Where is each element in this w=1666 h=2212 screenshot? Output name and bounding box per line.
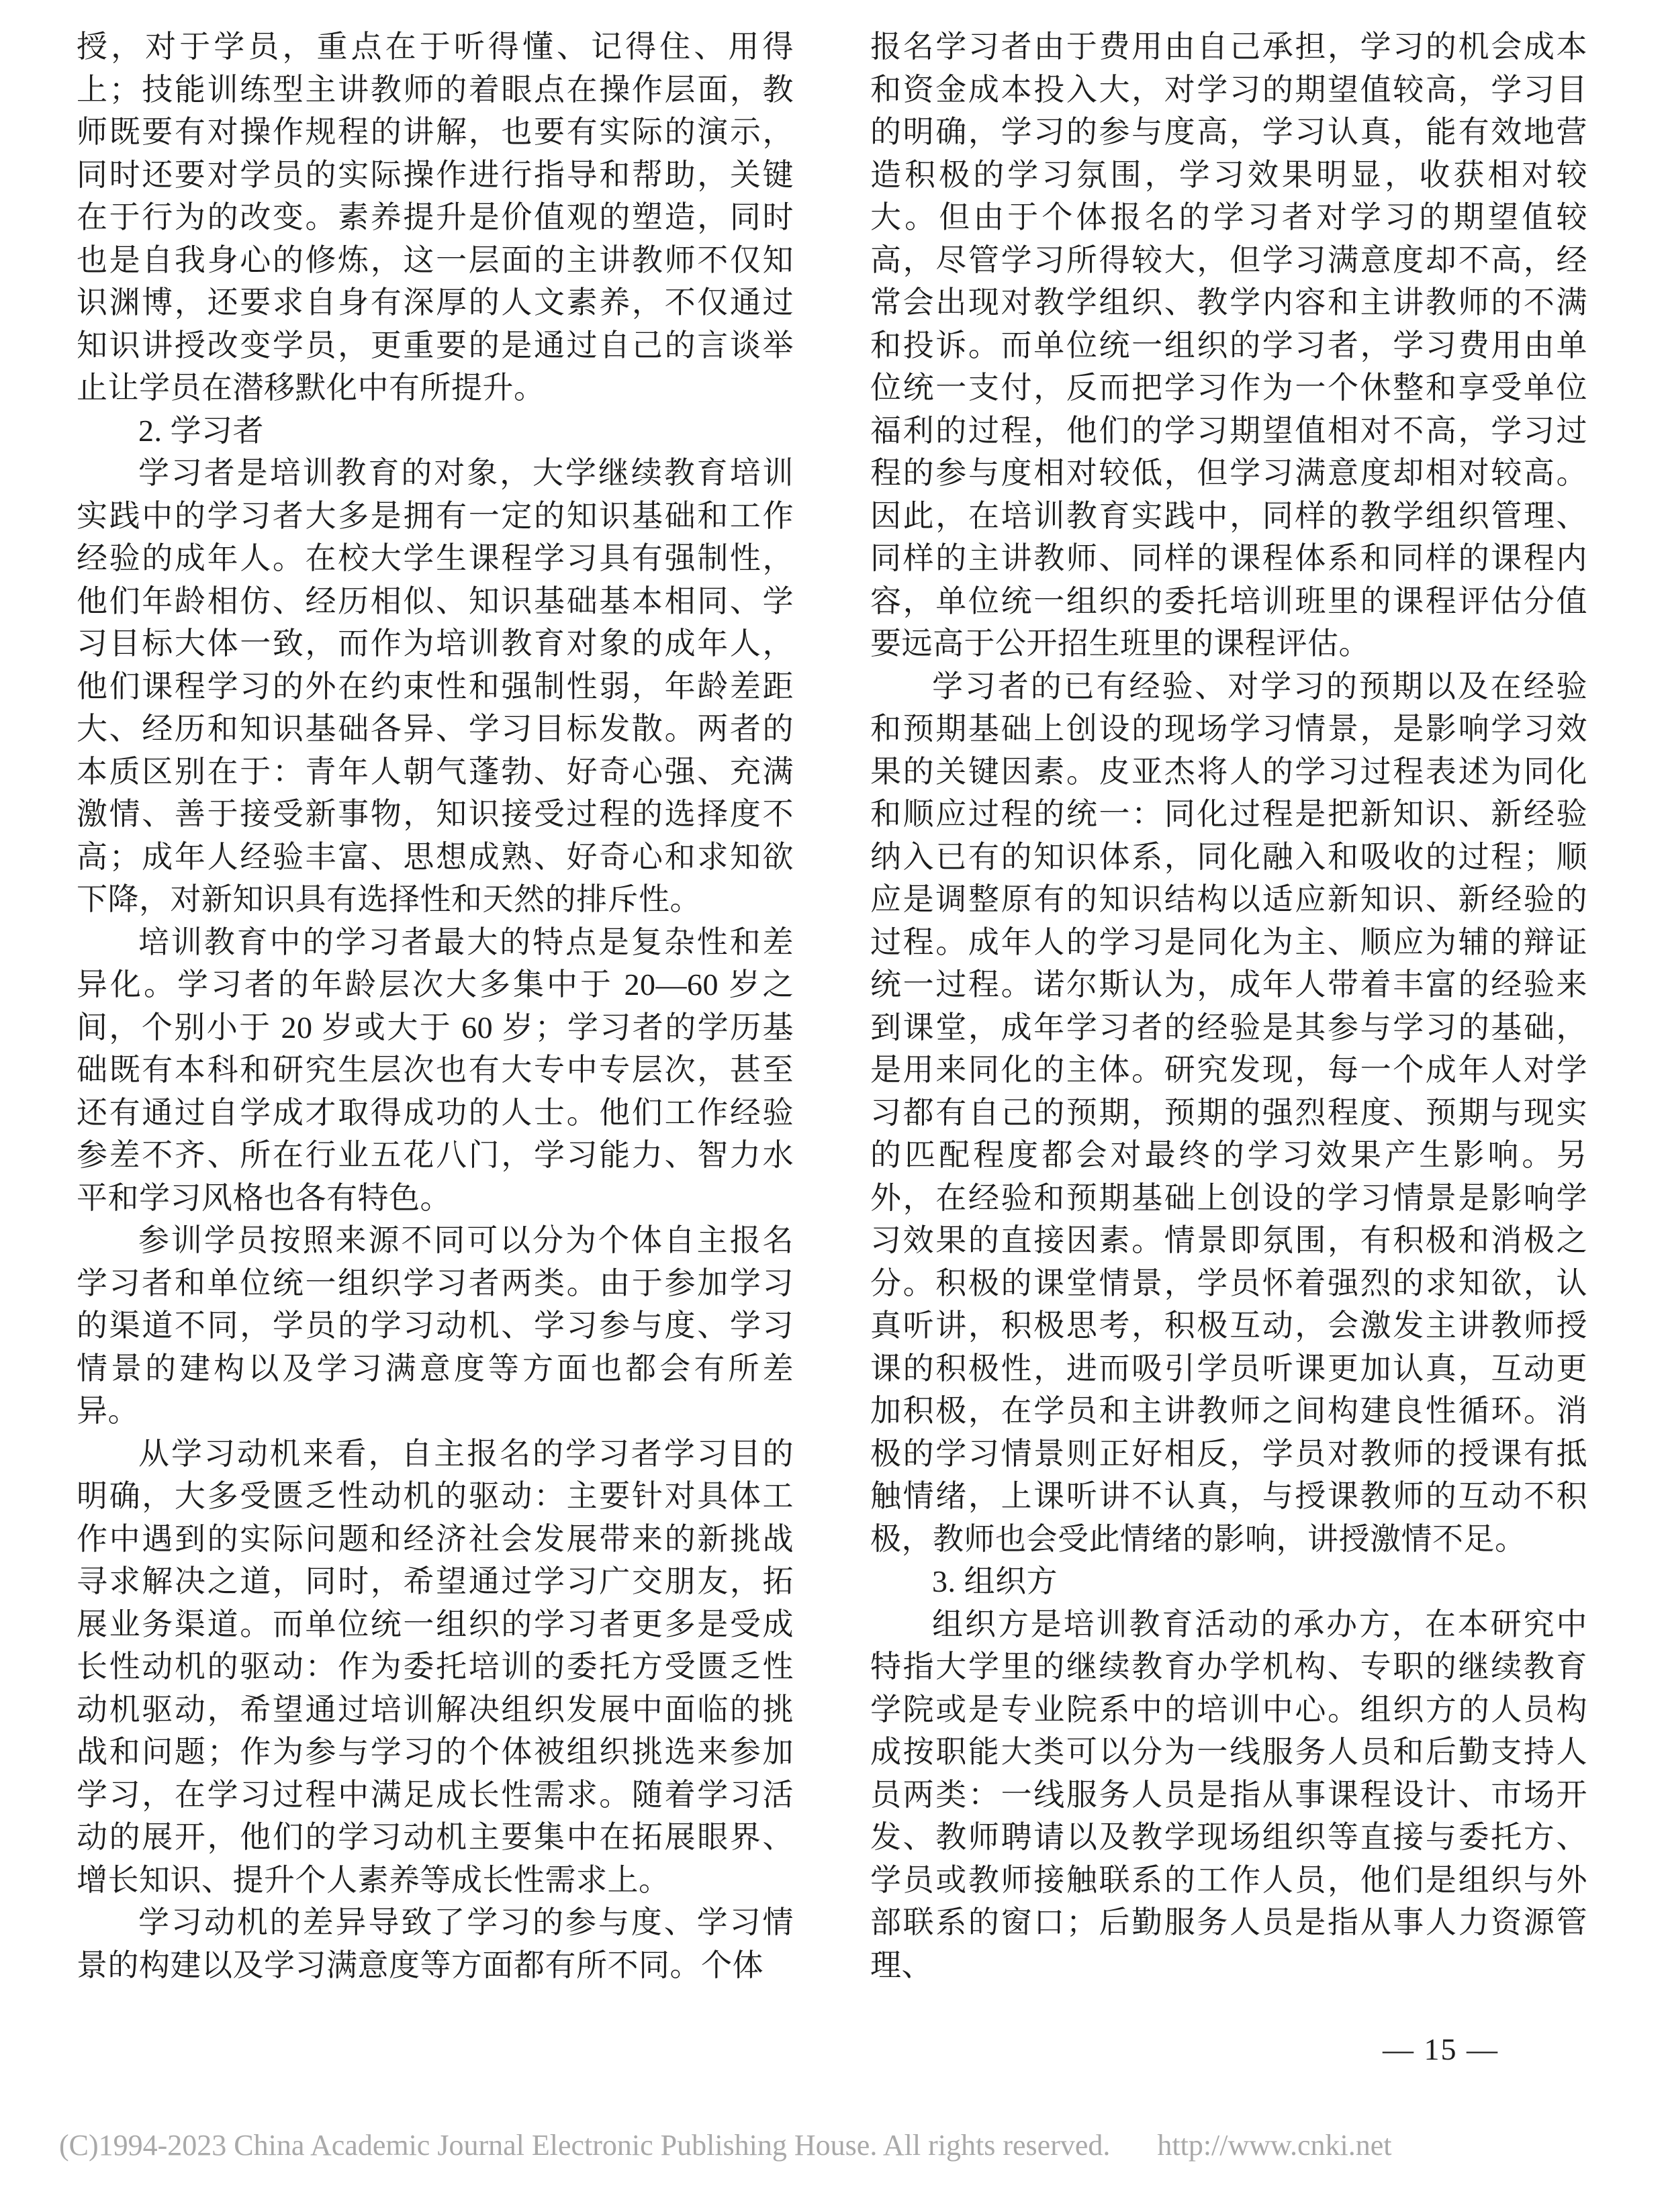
right-column <box>870 26 1587 1986</box>
section-heading-learner: 2. 学习者 <box>138 413 264 448</box>
paragraph: 从学习动机来看，自主报名的学习者学习目的明确，大多受匮乏性动机的驱动：主要针对具体工作中遇到的实际问题和经济社会发展带来的新挑战寻求解决之道，同时，希望通过学习广交朋友，拓展业务渠道。而单位统一组织的学习者更多是受成长性动机的驱动：作为委托培训的委托方受匮乏性动机驱动，希望通过培训解决组织发展中面临的挑战和问题；作为参与学习的个体被组织挑选来参加学习，在学习过程中满足成长性需求。随着学习活动的展开，他们的学习动机主要集中在拓展眼界、增长知识、提升个人素养等成长性需求上。 <box>77 1436 794 1897</box>
footer <box>59 2128 1610 2162</box>
paragraph: 学习者是培训教育的对象，大学继续教育培训实践中的学习者大多是拥有一定的知识基础和工作经验的成年人。在校大学生课程学习具有强制性，他们年龄相仿、经历相似、知识基础基本相同、学习目标大体一致，而作为培训教育对象的成年人，他们课程学习的外在约束性和强制性弱，年龄差距大、经历和知识基础各异、学习目标发散。两者的本质区别在于：青年人朝气蓬勃、好奇心强、充满激情、善于接受新事物，知识接受过程的选择度不高；成年人经验丰富、思想成熟、好奇心和求知欲下降，对新知识具有选择性和天然的排斥性。 <box>77 456 794 916</box>
left-column <box>77 26 794 1986</box>
page-number: — 15 — <box>1383 2032 1499 2066</box>
paragraph-continuation: 授，对于学员，重点在于听得懂、记得住、用得上；技能训练型主讲教师的着眼点在操作层面，教师既要有对操作规程的讲解，也要有实际的演示，同时还要对学员的实际操作进行指导和帮助，关键在于行为的改变。素养提升是价值观的塑造，同时也是自我身心的修炼，这一层面的主讲教师不仅知识渊博，还要求自身有深厚的人文素养，不仅通过知识讲授改变学员，更重要的是通过自己的言谈举止让学员在潜移默化中有所提升。 <box>77 30 794 405</box>
paragraph-continuation: 报名学习者由于费用由自己承担，学习的机会成本和资金成本投入大，对学习的期望值较高，学习目的明确，学习的参与度高，学习认真，能有效地营造积极的学习氛围，学习效果明显，收获相对较大。但由于个体报名的学习者对学习的期望值较高，尽管学习所得较大，但学习满意度却不高，经常会出现对教学组织、教学内容和主讲教师的不满和投诉。而单位统一组织的学习者，学习费用由单位统一支付，反而把学习作为一个休整和享受单位福利的过程，他们的学习期望值相对不高，学习过程的参与度相对较低，但学习满意度却相对较高。因此，在培训教育实践中，同样的教学组织管理、同样的主讲教师、同样的课程体系和同样的课程内容，单位统一组织的委托培训班里的课程评估分值要远高于公开招生班里的课程评估。 <box>870 30 1587 661</box>
section-heading-organizer: 3. 组织方 <box>932 1564 1058 1598</box>
footer-url: http://www.cnki.net <box>1157 2129 1392 2162</box>
paragraph: 组织方是培训教育活动的承办方，在本研究中特指大学里的继续教育办学机构、专职的继续教育学院或是专业院系中的培训中心。组织方的人员构成按职能大类可以分为一线服务人员和后勤支持人员两类：一线服务人员是指从事课程设计、市场开发、教师聘请以及教学现场组织等直接与委托方、学员或教师接触联系的工作人员，他们是组织与外部联系的窗口；后勤服务人员是指从事人力资源管理、 <box>870 1606 1587 1982</box>
footer-copyright: (C)1994-2023 China Academic Journal Electronic Publishing House. All rights reserved. <box>59 2129 1111 2162</box>
paragraph: 参训学员按照来源不同可以分为个体自主报名学习者和单位统一组织学习者两类。由于参加学习的渠道不同，学员的学习动机、学习参与度、学习情景的建构以及学习满意度等方面也都会有所差异。 <box>77 1223 794 1428</box>
paragraph: 学习动机的差异导致了学习的参与度、学习情景的构建以及学习满意度等方面都有所不同。个体 <box>77 1905 794 1982</box>
paragraph: 培训教育中的学习者最大的特点是复杂性和差异化。学习者的年龄层次大多集中于 20—60 岁之间，个别小于 20 岁或大于 60 岁；学习者的学历基础既有本科和研究生层次也有大专中专层次，甚至还有通过自学成才取得成功的人士。他们工作经验参差不齐、所在行业五花八门，学习能力、智力水平和学习风格也各有特色。 <box>77 924 794 1215</box>
paragraph: 学习者的已有经验、对学习的预期以及在经验和预期基础上创设的现场学习情景，是影响学习效果的关键因素。皮亚杰将人的学习过程表述为同化和顺应过程的统一：同化过程是把新知识、新经验纳入已有的知识体系，同化融入和吸收的过程；顺应是调整原有的知识结构以适应新知识、新经验的过程。成年人的学习是同化为主、顺应为辅的辩证统一过程。诺尔斯认为，成年人带着丰富的经验来到课堂，成年学习者的经验是其参与学习的基础，是用来同化的主体。研究发现，每一个成年人对学习都有自己的预期，预期的强烈程度、预期与现实的匹配程度都会对最终的学习效果产生影响。另外，在经验和预期基础上创设的学习情景是影响学习效果的直接因素。情景即氛围，有积极和消极之分。积极的课堂情景，学员怀着强烈的求知欲，认真听讲，积极思考，积极互动，会激发主讲教师授课的积极性，进而吸引学员听课更加认真，互动更加积极，在学员和主讲教师之间构建良性循环。消极的学习情景则正好相反，学员对教师的授课有抵触情绪，上课听讲不认真，与授课教师的互动不积极，教师也会受此情绪的影响，讲授激情不足。 <box>870 669 1587 1556</box>
